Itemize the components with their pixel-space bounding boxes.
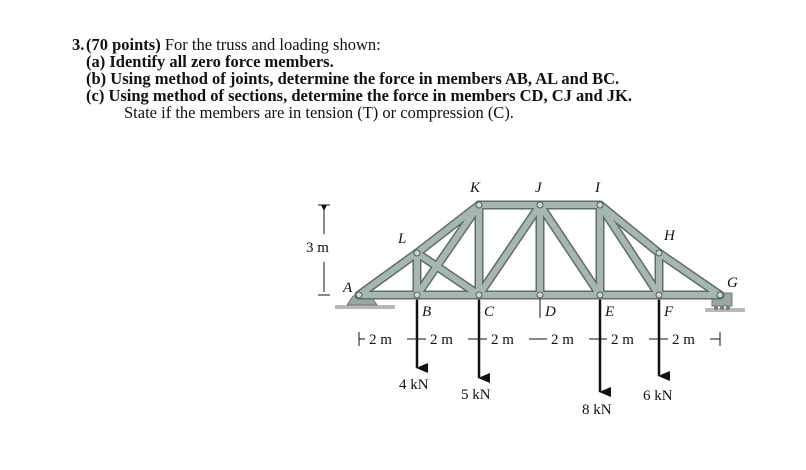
joint-label-D: D — [545, 304, 556, 320]
problem-intro: For the truss and loading shown: — [164, 35, 381, 54]
spacing-label-CD: 2 m — [491, 332, 514, 348]
spacing-label-EF: 2 m — [611, 332, 634, 348]
joint-label-E: E — [605, 304, 615, 320]
joint-label-C: C — [484, 304, 495, 320]
joint-label-I: I — [595, 180, 600, 196]
height-label: 3 m — [306, 240, 329, 256]
load-label-E: 8 kN — [582, 402, 612, 418]
joint-label-F: F — [664, 304, 674, 320]
part-b-text: (b) Using method of joints, determine the force in members AB, AL and BC. — [86, 69, 620, 88]
note-text: State if the members are in tension (T) or compression (C). — [124, 103, 514, 122]
spacing-label-AB: 2 m — [369, 332, 392, 348]
spacing-label-DE: 2 m — [551, 332, 574, 348]
joint-label-L: L — [398, 231, 407, 247]
joint-label-G: G — [727, 275, 738, 291]
joint-label-J: J — [535, 180, 542, 196]
joint-label-H: H — [664, 228, 675, 244]
joint-label-B: B — [422, 304, 432, 320]
problem-number: 3. — [72, 35, 85, 54]
joint-label-A: A — [343, 280, 353, 296]
joint-label-K: K — [470, 180, 481, 196]
spacing-label-BC: 2 m — [430, 332, 453, 348]
problem-points: (70 points) — [86, 35, 161, 54]
load-label-C: 5 kN — [461, 387, 491, 403]
spacing-label-FG: 2 m — [672, 332, 695, 348]
load-label-F: 6 kN — [643, 388, 673, 404]
load-label-B: 4 kN — [399, 377, 429, 393]
part-c-text: (c) Using method of sections, determine the force in members CD, CJ and JK. — [86, 86, 632, 105]
part-a-text: (a) Identify all zero force members. — [86, 52, 334, 71]
